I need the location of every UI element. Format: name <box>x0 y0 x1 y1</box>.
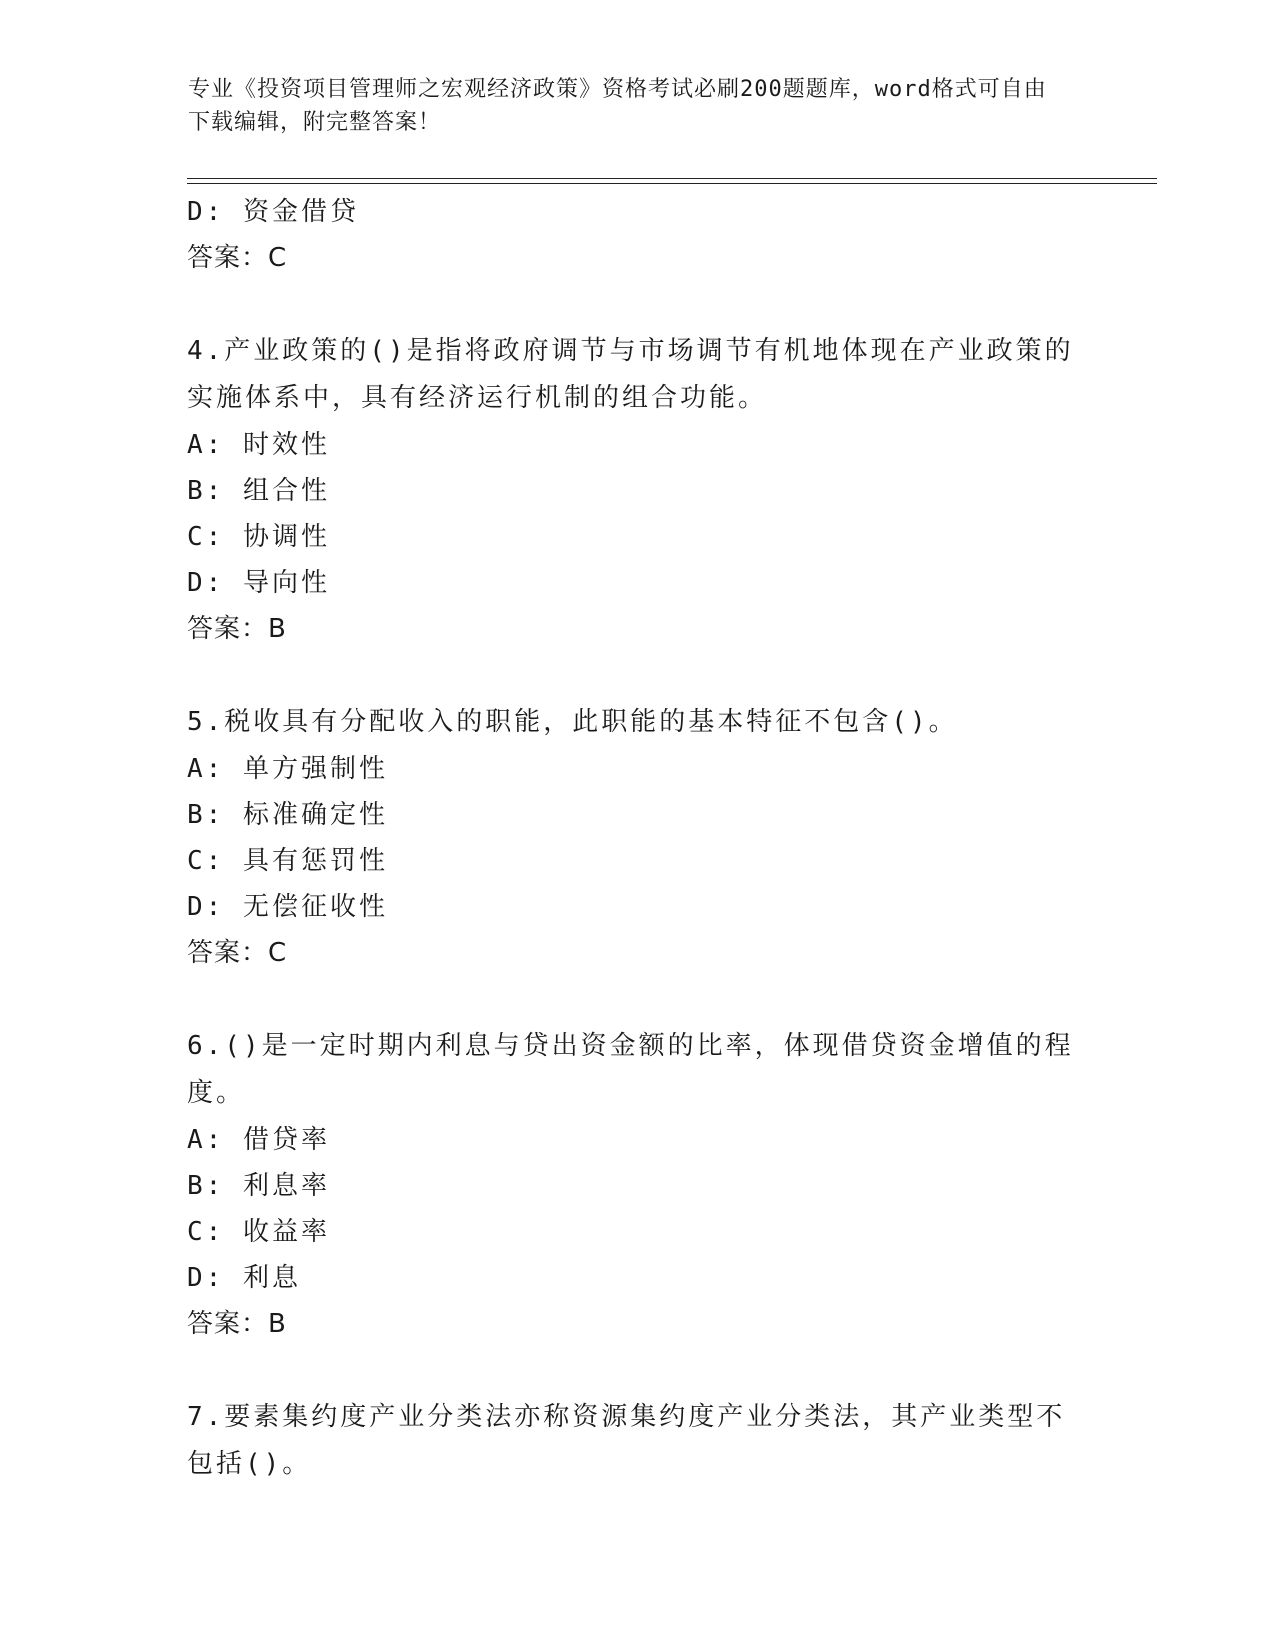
question-stem: 6.()是一定时期内利息与贷出资金额的比率，体现借贷资金增值的程度。 <box>187 1031 1074 1108</box>
answer: 答案：B <box>187 1309 287 1339</box>
option-c: C: 协调性 <box>187 522 330 552</box>
question-stem: 4.产业政策的()是指将政府调节与市场调节有机地体现在产业政策的实施体系中，具有经济运行机制的组合功能。 <box>187 336 1074 413</box>
option-b: B: 组合性 <box>187 476 330 506</box>
option-d: D: 导向性 <box>187 568 330 598</box>
question-stem: 7.要素集约度产业分类法亦称资源集约度产业分类法，其产业类型不包括()。 <box>187 1402 1066 1479</box>
header-title: 专业《投资项目管理师之宏观经济政策》资格考试必刷200题题库，word格式可自由下载编辑，附完整答案！ <box>188 77 1047 135</box>
header-divider-bottom <box>187 183 1157 184</box>
option-d: D: 无偿征收性 <box>187 892 388 922</box>
question-7 <box>187 1394 1077 1488</box>
option-b: B: 利息率 <box>187 1171 330 1201</box>
question-stem: 5.税收具有分配收入的职能，此职能的基本特征不包含()。 <box>187 707 958 737</box>
question-5 <box>187 699 1077 976</box>
question-list <box>187 189 1077 1488</box>
option-d: D: 利息 <box>187 1263 301 1293</box>
option-a: A: 单方强制性 <box>187 754 388 784</box>
answer: 答案：C <box>187 243 288 273</box>
option-c: C: 收益率 <box>187 1217 330 1247</box>
option-a: A: 时效性 <box>187 430 330 460</box>
question-6 <box>187 1023 1077 1347</box>
header-divider-top <box>187 178 1157 179</box>
question-4 <box>187 328 1077 652</box>
document-header <box>188 73 1068 139</box>
option-d: D: 资金借贷 <box>187 197 359 227</box>
option-c: C: 具有惩罚性 <box>187 846 388 876</box>
answer: 答案：C <box>187 938 288 968</box>
option-a: A: 借贷率 <box>187 1125 330 1155</box>
answer: 答案：B <box>187 614 287 644</box>
option-b: B: 标准确定性 <box>187 800 388 830</box>
